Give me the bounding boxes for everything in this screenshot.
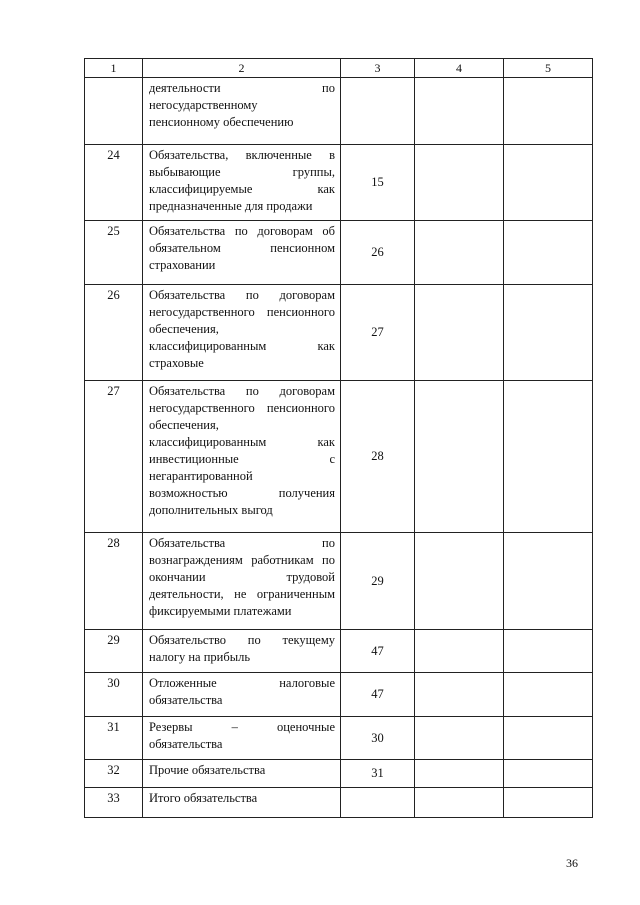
description-cell <box>143 673 341 717</box>
value-cell <box>504 221 593 285</box>
description-line: классифицированным как <box>149 339 335 353</box>
value-cell <box>504 630 593 673</box>
note-cell: 28 <box>341 381 415 533</box>
description-cell <box>143 145 341 221</box>
description-line: выбывающие группы, <box>149 165 335 179</box>
description-line: обязательства <box>149 693 223 707</box>
value-cell <box>504 78 593 145</box>
description-cell <box>143 630 341 673</box>
row-number-cell: 31 <box>85 717 143 760</box>
table-row <box>85 788 593 818</box>
description-line: инвестиционные с <box>149 452 335 466</box>
description-line: возможностью получения <box>149 486 335 500</box>
row-number-cell: 29 <box>85 630 143 673</box>
liabilities-table <box>84 58 593 818</box>
description-line: окончании трудовой <box>149 570 335 584</box>
table-row <box>85 145 593 221</box>
description-line: обязательном пенсионном <box>149 241 335 255</box>
description-cell <box>143 717 341 760</box>
header-cell: 2 <box>143 59 341 78</box>
value-cell <box>415 145 504 221</box>
note-cell: 29 <box>341 533 415 630</box>
table-row <box>85 717 593 760</box>
description-line: предназначенные для продажи <box>149 199 313 213</box>
value-cell <box>415 221 504 285</box>
value-cell <box>415 285 504 381</box>
description-line: негосударственного пенсионного <box>149 305 335 319</box>
note-cell: 27 <box>341 285 415 381</box>
value-cell <box>504 717 593 760</box>
description-line: классифицированным как <box>149 435 335 449</box>
description-line: негосударственному <box>149 98 258 112</box>
header-cell: 4 <box>415 59 504 78</box>
description-cell <box>143 381 341 533</box>
description-line: вознаграждениям работникам по <box>149 553 335 567</box>
description-line: деятельности по <box>149 81 335 95</box>
value-cell <box>415 78 504 145</box>
description-line: деятельности, не ограниченным <box>149 587 335 601</box>
description-cell <box>143 285 341 381</box>
description-line: обеспечения, <box>149 322 219 336</box>
value-cell <box>415 381 504 533</box>
description-cell <box>143 78 341 145</box>
table-row <box>85 381 593 533</box>
row-number-cell <box>85 78 143 145</box>
value-cell <box>504 788 593 818</box>
description-line: пенсионному обеспечению <box>149 115 294 129</box>
table-row <box>85 221 593 285</box>
description-line: Обязательства по договорам <box>149 384 335 398</box>
table-header-row <box>85 59 593 78</box>
value-cell <box>504 145 593 221</box>
row-number-cell: 32 <box>85 760 143 788</box>
header-cell: 5 <box>504 59 593 78</box>
description-line: налогу на прибыль <box>149 650 251 664</box>
note-cell: 15 <box>341 145 415 221</box>
row-number-cell: 30 <box>85 673 143 717</box>
note-cell: 31 <box>341 760 415 788</box>
row-number-cell: 28 <box>85 533 143 630</box>
description-line: фиксируемыми платежами <box>149 604 292 618</box>
description-line: обязательства <box>149 737 223 751</box>
value-cell <box>415 630 504 673</box>
description-cell <box>143 533 341 630</box>
description-line: страховании <box>149 258 216 272</box>
value-cell <box>415 760 504 788</box>
description-cell <box>143 760 341 788</box>
table-row <box>85 673 593 717</box>
description-cell <box>143 788 341 818</box>
table-row <box>85 285 593 381</box>
page-number: 36 <box>566 856 578 870</box>
row-number-cell: 25 <box>85 221 143 285</box>
row-number-cell: 33 <box>85 788 143 818</box>
value-cell <box>504 533 593 630</box>
description-cell <box>143 221 341 285</box>
header-cell: 1 <box>85 59 143 78</box>
liabilities-table-container <box>84 58 592 818</box>
table-row <box>85 78 593 145</box>
description-line: Обязательства по <box>149 536 335 550</box>
value-cell <box>504 285 593 381</box>
note-cell: 47 <box>341 630 415 673</box>
header-cell: 3 <box>341 59 415 78</box>
note-cell: 30 <box>341 717 415 760</box>
value-cell <box>415 788 504 818</box>
description-line: негосударственного пенсионного <box>149 401 335 415</box>
description-line: Обязательство по текущему <box>149 633 335 647</box>
description-line: Обязательства, включенные в <box>149 148 335 162</box>
description-line: дополнительных выгод <box>149 503 273 517</box>
description-line: классифицируемые как <box>149 182 335 196</box>
value-cell <box>504 760 593 788</box>
value-cell <box>415 673 504 717</box>
description-line: Обязательства по договорам <box>149 288 335 302</box>
description-line: обеспечения, <box>149 418 219 432</box>
row-number-cell: 26 <box>85 285 143 381</box>
value-cell <box>415 533 504 630</box>
description-line: Резервы – оценочные <box>149 720 335 734</box>
description-line: Итого обязательства <box>149 791 258 805</box>
table-row <box>85 630 593 673</box>
description-line: Отложенные налоговые <box>149 676 335 690</box>
value-cell <box>415 717 504 760</box>
note-cell: 26 <box>341 221 415 285</box>
table-row <box>85 533 593 630</box>
description-line: страховые <box>149 356 204 370</box>
row-number-cell: 27 <box>85 381 143 533</box>
description-line: Обязательства по договорам об <box>149 224 335 238</box>
note-cell <box>341 78 415 145</box>
note-cell <box>341 788 415 818</box>
description-line: негарантированной <box>149 469 253 483</box>
table-row <box>85 760 593 788</box>
row-number-cell: 24 <box>85 145 143 221</box>
note-cell: 47 <box>341 673 415 717</box>
description-line: Прочие обязательства <box>149 763 266 777</box>
value-cell <box>504 673 593 717</box>
value-cell <box>504 381 593 533</box>
